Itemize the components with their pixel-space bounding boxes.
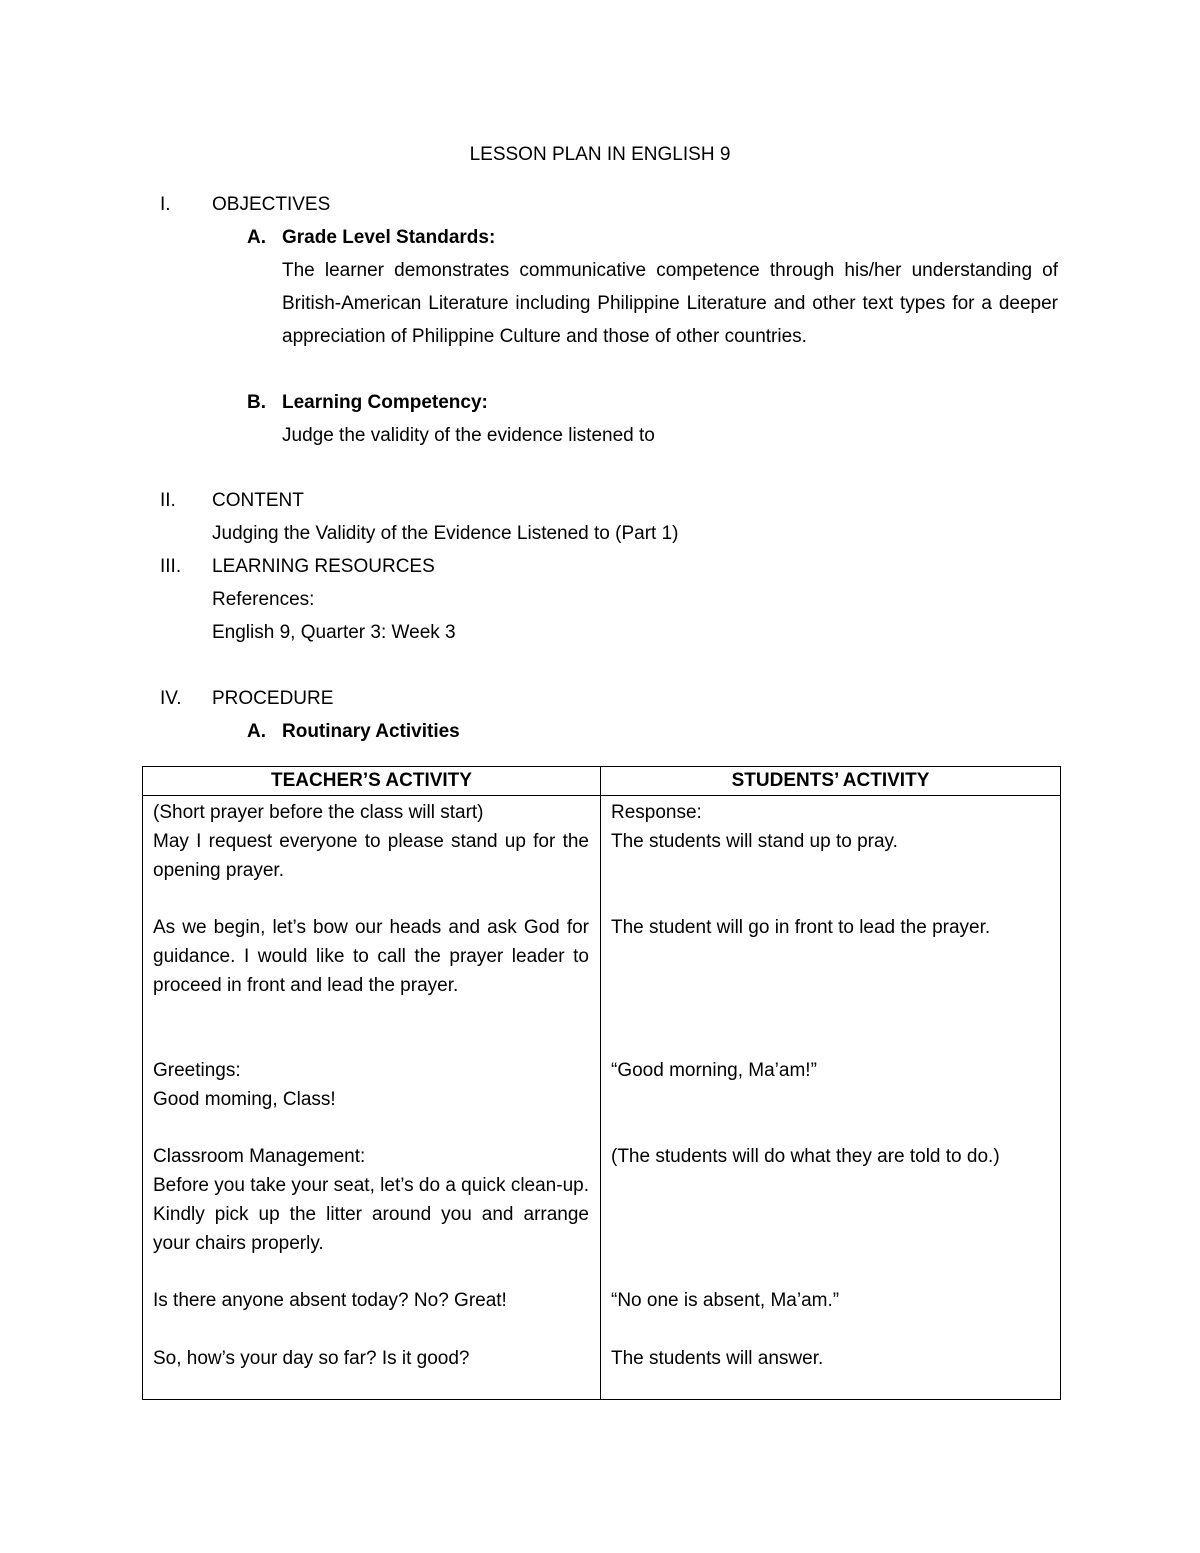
teacher-line: May I request everyone to please stand up for the opening prayer. (153, 831, 589, 881)
subsection-title-grade-standards: Grade Level Standards: (282, 227, 496, 248)
table-row (143, 796, 1061, 1400)
section-title-objectives: OBJECTIVES (212, 194, 331, 215)
content-text: Judging the Validity of the Evidence Listened to (Part 1) (212, 523, 679, 544)
resources-references-label: References: (212, 589, 315, 610)
subsection-letter-grade-standards: A. (247, 227, 266, 248)
student-line: Response: (611, 802, 702, 823)
teacher-line: (Short prayer before the class will start) (153, 802, 484, 823)
competency-text: Judge the validity of the evidence listened to (282, 425, 655, 446)
student-line: “Good morning, Ma’am!” (611, 1060, 817, 1081)
table-header-row (143, 767, 1061, 796)
section-number-resources: III. (160, 556, 182, 577)
student-line: “No one is absent, Ma’am.” (611, 1290, 840, 1311)
teacher-line: Classroom Management: (153, 1146, 366, 1167)
student-line: (The students will do what they are told to do.) (611, 1146, 1000, 1167)
teacher-line: Greetings: (153, 1060, 241, 1081)
subsection-title-routinary: Routinary Activities (282, 721, 460, 742)
document-title: LESSON PLAN IN ENGLISH 9 (469, 144, 731, 165)
grade-standards-text: The learner demonstrates communicative competence through his/her understanding of British-American Literature including Philippine Literature and other text types for a deeper appreciation of Philippine Culture and those of other countries. (282, 260, 1058, 347)
student-line: The students will stand up to pray. (611, 831, 898, 852)
section-title-resources: LEARNING RESOURCES (212, 556, 435, 577)
teacher-line: So, how’s your day so far? Is it good? (153, 1348, 470, 1369)
section-number-objectives: I. (160, 194, 171, 215)
section-title-procedure: PROCEDURE (212, 688, 334, 709)
section-number-content: II. (160, 490, 176, 511)
teacher-line: Before you take your seat, let’s do a quick clean-up. Kindly pick up the litter around you and arrange your chairs properly. (153, 1175, 589, 1254)
teacher-line: Is there anyone absent today? No? Great! (153, 1290, 507, 1311)
students-activity-header: STUDENTS’ ACTIVITY (601, 767, 1061, 796)
student-line: The students will answer. (611, 1348, 824, 1369)
students-activity-cell (601, 796, 1061, 1400)
section-number-procedure: IV. (160, 688, 182, 709)
resources-reference-item: English 9, Quarter 3: Week 3 (212, 622, 456, 643)
teacher-line: As we begin, let’s bow our heads and ask God for guidance. I would like to call the prayer leader to proceed in front and lead the prayer. (153, 917, 589, 996)
section-title-content: CONTENT (212, 490, 304, 511)
teacher-activity-header: TEACHER’S ACTIVITY (143, 767, 601, 796)
activity-table (142, 766, 1061, 1400)
student-line: The student will go in front to lead the prayer. (611, 917, 991, 938)
teacher-activity-cell (143, 796, 601, 1400)
subsection-title-competency: Learning Competency: (282, 392, 488, 413)
subsection-letter-competency: B. (247, 392, 266, 413)
subsection-letter-routinary: A. (247, 721, 266, 742)
teacher-line: Good moming, Class! (153, 1089, 336, 1110)
